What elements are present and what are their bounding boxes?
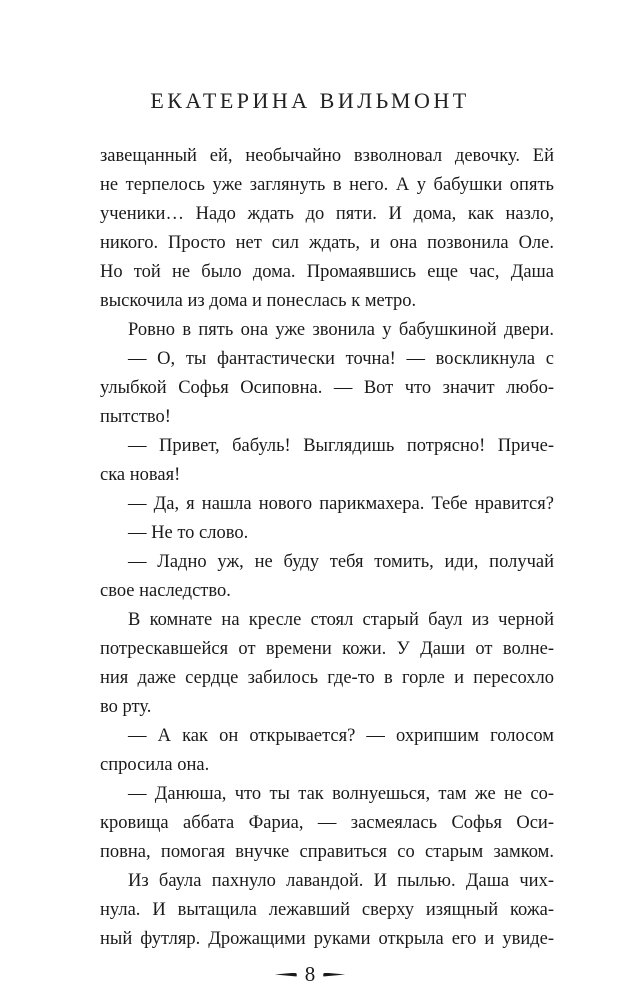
text-line: В комнате на кресле стоял старый баул из черной xyxy=(128,610,554,630)
running-head-author: ЕКАТЕРИНА ВИЛЬМОНТ xyxy=(150,88,470,113)
text-line: — Да, я нашла нового парикмахера. Тебе нравится? xyxy=(128,494,554,514)
text-line: повна, помогая внучке справиться со старым замком. xyxy=(100,842,554,862)
text-line: выскочила из дома и понеслась к метро. xyxy=(100,291,417,311)
text-line: спросила она. xyxy=(100,755,210,775)
text-line: нула. И вытащила лежавший сверху изящный кожа- xyxy=(100,900,554,920)
ornament-dash-left xyxy=(275,973,297,977)
text-line: завещанный ей, необычайно взволновал девочку. Ей xyxy=(100,146,554,166)
text-line: — Привет, бабуль! Выглядишь потрясно! Приче- xyxy=(128,436,554,456)
text-line: не терпелось уже заглянуть в него. А у бабушки опять xyxy=(100,175,554,195)
text-line: Из баула пахнуло лавандой. И пылью. Даша чих- xyxy=(128,871,554,891)
body-text xyxy=(100,142,554,954)
text-line: — Данюша, что ты так волнуешься, там же не со- xyxy=(128,784,554,804)
text-line: во рту. xyxy=(100,697,152,717)
page-number: 8 xyxy=(304,962,316,986)
ornament-dash-right xyxy=(323,973,345,977)
text-line: ска новая! xyxy=(100,465,181,485)
text-line: — О, ты фантастически точна! — воскликнула с xyxy=(128,349,554,369)
text-line: потрескавшейся от времени кожи. У Даши от волне- xyxy=(100,639,554,659)
text-line: Ровно в пять она уже звонила у бабушкиной двери. xyxy=(128,320,554,340)
text-line: — А как он открывается? — охрипшим голосом xyxy=(128,726,554,746)
text-line: ный футляр. Дрожащими руками открыла его и увиде- xyxy=(100,929,554,949)
page-number-footer xyxy=(0,962,620,987)
text-line: никого. Просто нет сил ждать, и она позвонила Оле. xyxy=(100,233,554,253)
text-line: свое наследство. xyxy=(100,581,231,601)
text-line: — Ладно уж, не буду тебя томить, иди, получай xyxy=(128,552,554,572)
text-line: ученики… Надо ждать до пяти. И дома, как назло, xyxy=(100,204,554,224)
text-line: — Не то слово. xyxy=(128,523,249,543)
text-line: кровища аббата Фариа, — засмеялась Софья Оси- xyxy=(100,813,554,833)
text-line: пытство! xyxy=(100,407,171,427)
text-line: улыбкой Софья Осиповна. — Вот что значит любо- xyxy=(100,378,554,398)
text-line: Но той не было дома. Промаявшись еще час, Даша xyxy=(100,262,554,282)
text-line: ния даже сердце забилось где-то в горле и пересохло xyxy=(100,668,554,688)
